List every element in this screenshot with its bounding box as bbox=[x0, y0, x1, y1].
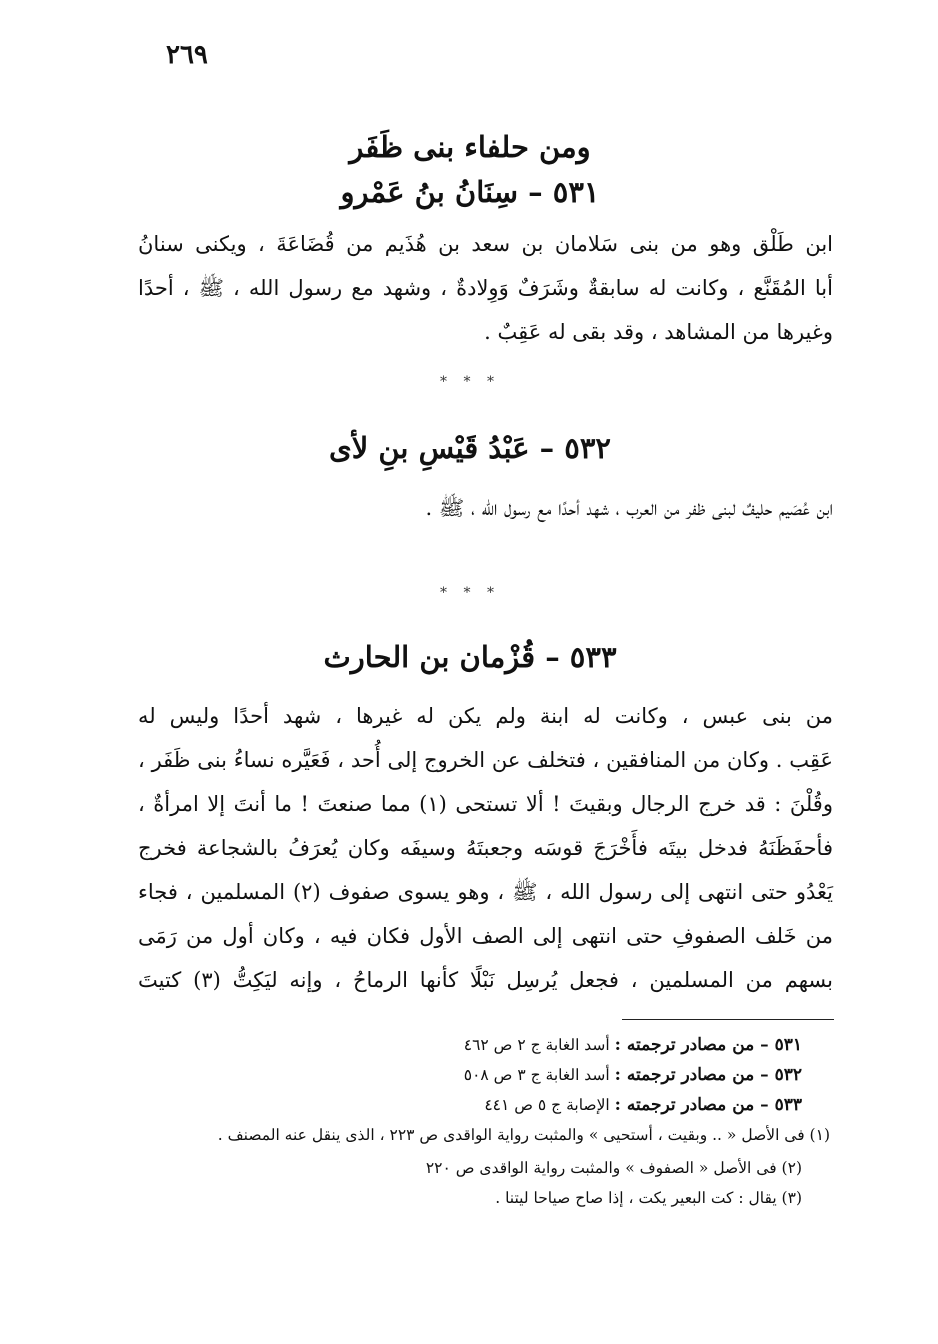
footnote-1: (١) فى الأصل « .. وبقيت ، أستحيى » والمثبت رواية الواقدى ص ٢٢٣ ، الذى ينقل عنه المصنف . bbox=[217, 1126, 830, 1144]
footnote-divider bbox=[622, 1019, 834, 1020]
text-line: فأحفَظَنَهُ فدخل بيتَه فأَخْرَجَ قوسَه وجعبتَهُ وسيفَه وكان يُعرَفُ بالشجاعة فخرج bbox=[138, 836, 833, 860]
source-label: ٥٣١ – من مصادر ترجمته : bbox=[614, 1035, 802, 1055]
entry-heading-532: ٥٣٢ – عَبْدُ قَيْسِ بنِ لأى bbox=[329, 431, 611, 465]
source-text: أسد الغابة ج ٣ ص ٥٠٨ bbox=[463, 1066, 610, 1084]
source-text: أسد الغابة ج ٢ ص ٤٦٢ bbox=[463, 1036, 610, 1054]
page-number: ٢٦٩ bbox=[166, 40, 208, 70]
text-line: وقُلْنَ : قد خرج الرجال وبقيتَ ! ألا تستحى (١) مما صنعتَ ! ما أنتَ إلا امرأةٌ ، bbox=[138, 792, 833, 816]
entry-heading-531: ٥٣١ – سِنَانُ بنُ عَمْرو bbox=[340, 175, 600, 209]
footnote-2: (٢) فى الأصل « الصفوف » والمثبت رواية الواقدى ص ٢٢٠ bbox=[425, 1159, 802, 1177]
source-note-531 bbox=[130, 1030, 830, 1060]
text-line: ابن طَلْق وهو من بنى سَلامان بن سعد بن هُذَيم من قُضَاعَةَ ، ويكنى سنانُ bbox=[138, 232, 833, 256]
entry-body-531 bbox=[138, 222, 833, 354]
footnotes bbox=[130, 1030, 830, 1213]
text-line: ابن عُصَيم حليفٌ لبنى ظفر من العرب ، شهد أحدًا مع رسول الله ، ﷺ . bbox=[425, 496, 833, 520]
source-text: الإصابة ج ٥ ص ٤٤١ bbox=[484, 1096, 610, 1114]
source-label: ٥٣٣ – من مصادر ترجمته : bbox=[614, 1095, 802, 1115]
text-line: يَعْدُو حتى انتهى إلى رسول الله ، ﷺ ، وهو يسوى صفوف (٢) المسلمين ، فجاء bbox=[138, 880, 833, 904]
text-line: أبا المُقَنَّع ، وكانت له سابقةٌ وشَرَفٌ وَوِلادةٌ ، وشهد مع رسول الله ، ﷺ ، أحدًا bbox=[138, 276, 833, 300]
section-separator: * * * bbox=[440, 585, 500, 601]
source-note-533 bbox=[130, 1090, 830, 1120]
text-line: عَقِب . وكان من المنافقين ، فتخلف عن الخروج إلى أُحد ، فَعَيَّره نساءُ بنى ظَفَر ، bbox=[138, 748, 833, 772]
text-line: بسهم من المسلمين ، فجعل يُرسِل نَبْلًا كأنها الرماحُ ، وإنه ليَكِتُّ (٣) كتيتَ bbox=[138, 968, 833, 992]
text-line: من خَلف الصفوفِ حتى انتهى إلى الصف الأول فكان فيه ، وكان أول من رَمَى bbox=[138, 924, 833, 948]
entry-heading-533: ٥٣٣ – قُزْمان بن الحارث bbox=[323, 640, 617, 674]
section-separator: * * * bbox=[440, 374, 500, 390]
entry-body-532 bbox=[138, 486, 833, 530]
text-line: من بنى عبس ، وكانت له ابنة ولم يكن له غيرها ، شهد أحدًا وليس له bbox=[138, 704, 833, 728]
source-note-532 bbox=[130, 1060, 830, 1090]
footnote-3: (٣) يقال : كت البعير يكت ، إذا صاح صياحا ليتنا . bbox=[495, 1189, 802, 1207]
source-label: ٥٣٢ – من مصادر ترجمته : bbox=[614, 1065, 802, 1085]
entry-body-533 bbox=[138, 694, 833, 1002]
section-heading: ومن حلفاء بنى ظَفَر bbox=[349, 130, 591, 164]
text-line: وغيرها من المشاهد ، وقد بقى له عَقِبٌ . bbox=[484, 320, 833, 344]
